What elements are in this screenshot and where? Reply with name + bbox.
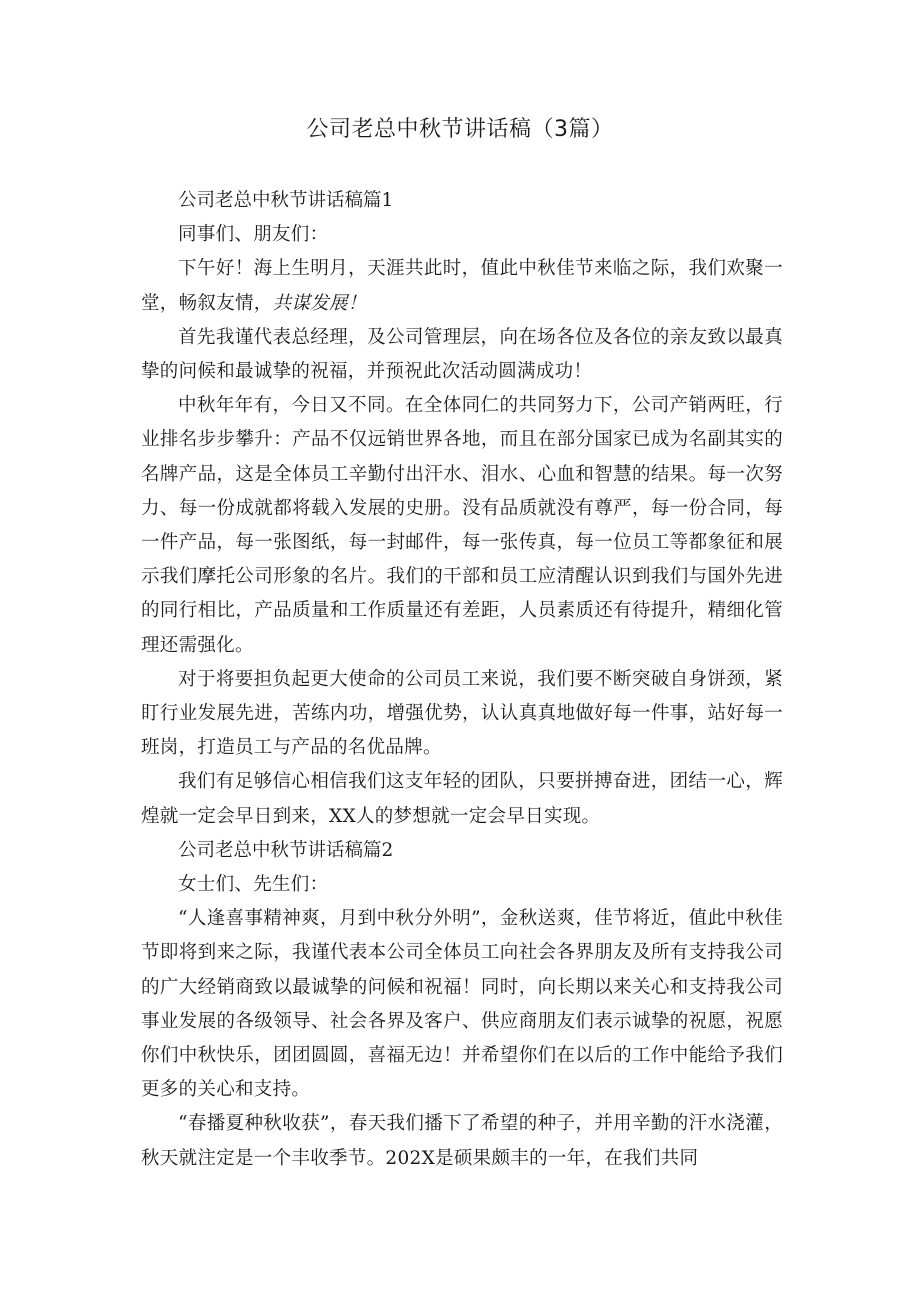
paragraph-festival-greeting: “人逢喜事精神爽，月到中秋分外明”，金秋送爽，佳节将近，值此中秋佳节即将到来之际，我谨代表本公司全体员工向社会各界朋友及所有支持我公司的广大经销商致以最诚挚的问候和祝福！同时，向长期以来关心和支持我公司事业发展的各级领导、社会各界及客户、供应商朋友们表示诚挚的祝愿，祝愿你们中秋快乐，团团圆圆，喜福无边！并希望你们在以后的工作中能给予我们更多的关心和支持。 [141, 908, 783, 1101]
salutation-1: 同事们、朋友们： [178, 224, 329, 246]
paragraph-regards: 首先我谨代表总经理，及公司管理层，向在场各位及各位的亲友致以最真挚的问候和最诚挚的祝福，并预祝此次活动圆满成功！ [141, 326, 783, 383]
section-heading-2: 公司老总中秋节讲话稿篇2 [178, 839, 394, 861]
paragraph-mission: 对于将要担负起更大使命的公司员工来说，我们要不断突破自身饼颈，紧盯行业发展先进，苦练内功，增强优势，认认真真地做好每一件事，站好每一班岗，打造员工与产品的名优品牌。 [141, 668, 783, 759]
document-title: 公司老总中秋节讲话稿（3篇） [306, 117, 614, 142]
paragraph-achievements: 中秋年年有，今日又不同。在全体同仁的共同努力下，公司产销两旺，行业排名步步攀升：产品不仅远销世界各地，而且在部分国家已成为名副其实的名牌产品，这是全体员工辛勤付出汗水、泪水、心血和智慧的结果。每一次努力、每一份成就都将载入发展的史册。没有品质就没有尊严，每一份合同，每一件产品，每一张图纸，每一封邮件，每一张传真，每一位员工等都象征和展示我们摩托公司形象的名片。我们的干部和员工应清醒认识到我们与国外先进的同行相比，产品质量和工作质量还有差距，人员素质还有待提升，精细化管理还需强化。 [141, 395, 783, 656]
salutation-2: 女士们、先生们： [178, 874, 329, 896]
paragraph-harvest: “春播夏种秋收获”，春天我们播下了希望的种子，并用辛勤的汗水浇灌，秋天就注定是一个丰收季节。202X是硕果颇丰的一年，在我们共同 [141, 1113, 783, 1169]
section-heading-1: 公司老总中秋节讲话稿篇1 [178, 190, 394, 211]
paragraph-greeting-text: 下午好！海上生明月，天涯共此时，值此中秋佳节来临之际，我们欢聚一堂，畅叙友情， [141, 258, 783, 314]
paragraph-confidence: 我们有足够信心相信我们这支年轻的团队，只要拼搏奋进，团结一心，辉煌就一定会早日到来，XX人的梦想就一定会早日实现。 [141, 771, 783, 827]
paragraph-greeting-emphasis: 共谋发展！ [272, 292, 367, 314]
paragraph-greeting [141, 252, 783, 320]
document-body [141, 184, 783, 1176]
